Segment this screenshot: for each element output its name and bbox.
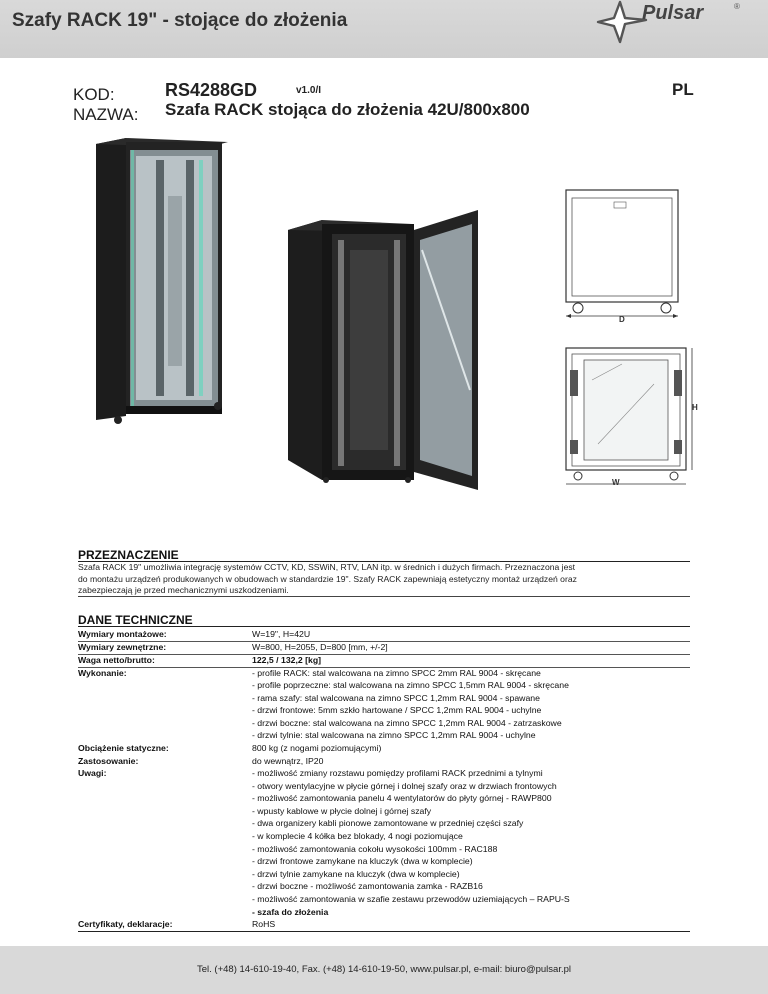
spec-value: - drzwi frontowe zamykane na kluczyk (dwa w komplecie): [252, 856, 473, 867]
spec-label: Wykonanie:: [78, 668, 127, 678]
spec-value: W=800, H=2055, D=800 [mm, +/-2]: [252, 642, 388, 652]
page-title: Szafy RACK 19" - stojące do złożenia: [12, 10, 348, 31]
spec-value: - drzwi boczne: stal walcowana na zimno SPCC 1,2mm RAL 9004 - zatrzaskowe: [252, 717, 562, 728]
spec-row-construction: [78, 667, 690, 742]
spec-value: - drzwi tylnie zamykane na kluczyk (dwa w komplecie): [252, 868, 460, 879]
spec-value: - w komplecie 4 kółka bez blokady, 4 nogi poziomujące: [252, 831, 463, 841]
kod-label: KOD:: [73, 85, 115, 104]
spec-value: - drzwi frontowe: 5mm szkło hartowane / SPCC 1,2mm RAL 9004 - uchylne: [252, 705, 542, 716]
spec-value: - wpusty kablowe w płycie dolnej i górnej szafy: [252, 805, 432, 816]
product-labels: [73, 85, 138, 125]
spec-value: W=19", H=42U: [252, 629, 311, 639]
spec-label: Obciążenie statyczne:: [78, 743, 169, 753]
spec-row-certificates: [78, 918, 690, 931]
page-footer: [0, 946, 768, 994]
spec-value: - możliwość zamontowania cokołu wysokości 100mm - RAC188: [252, 843, 498, 854]
purpose-line: do montażu urządzeń produkowanych w obudowach w standardzie 19". Szafy RACK zapewniają estetyczny montaż urządzeń oraz: [78, 573, 577, 584]
pulsar-logo: [594, 0, 764, 44]
spec-row-notes: [78, 767, 690, 917]
spec-label: Uwagi:: [78, 768, 107, 778]
spec-value: - rama szafy: stal walcowana na zimno SPCC 1,2mm RAL 9004 - spawane: [252, 692, 540, 703]
nazwa-label: NAZWA:: [73, 105, 139, 124]
spec-value: - możliwość zamontowania panelu 4 wentylatorów do płyty górnej - RAWP800: [252, 793, 552, 804]
logo-text: Pulsar: [642, 2, 704, 24]
cabinet-front-drawing: [558, 344, 700, 486]
spec-label: Certyfikaty, deklaracje:: [78, 919, 173, 929]
purpose-bottom-divider: [78, 596, 690, 597]
spec-value: - szafa do złożenia: [252, 906, 329, 917]
cabinet-closed-photo: [78, 136, 238, 428]
spec-label: Zastosowanie:: [78, 756, 139, 766]
spec-value: RoHS: [252, 919, 276, 929]
product-name: Szafa RACK stojąca do złożenia 42U/800x800: [165, 100, 530, 119]
spec-row-external: [78, 641, 690, 654]
spec-value: - drzwi boczne - możliwość zamontowania zamka - RAZB16: [252, 881, 483, 892]
spec-label: Waga netto/brutto:: [78, 655, 155, 665]
spec-value: - drzwi tylnie: stal walcowana na zimno SPCC 1,2mm RAL 9004 - uchylne: [252, 730, 536, 740]
spec-value: - możliwość zmiany rozstawu pomiędzy profilami RACK przednimi a tylnymi: [252, 768, 543, 778]
registered-mark: ®: [734, 2, 740, 11]
spec-value: do wewnątrz, IP20: [252, 756, 324, 766]
spec-value: - otwory wentylacyjne w płycie górnej i dolnej szafy oraz w drzwiach frontowych: [252, 780, 557, 791]
spec-value: - profile RACK: stal walcowana na zimno SPCC 2mm RAL 9004 - skręcane: [252, 668, 541, 678]
tech-title: DANE TECHNICZNE: [78, 613, 193, 627]
page-header: [0, 0, 768, 58]
cabinet-side-drawing: [558, 186, 688, 322]
spec-value: 122,5 / 132,2 [kg]: [252, 655, 322, 665]
width-label: W: [612, 478, 620, 487]
spec-value: - dwa organizery kabli pionowe zamontowane w przedniej części szafy: [252, 818, 524, 829]
spec-value: 800 kg (z nogami poziomującymi): [252, 743, 382, 753]
purpose-title: PRZEZNACZENIE: [78, 548, 179, 562]
product-code: RS4288GD: [165, 80, 258, 100]
language-code: PL: [672, 80, 694, 99]
spec-row-mounting: [78, 628, 690, 641]
height-label: H: [692, 403, 698, 412]
purpose-line: Szafa RACK 19" umożliwia integrację systemów CCTV, KD, SSWiN, RTV, LAN itp. w średnich i dużych firmach. Przeznaczona jest: [78, 562, 576, 572]
product-version: v1.0/I: [296, 85, 322, 96]
spec-label: Wymiary zewnętrzne:: [78, 642, 167, 652]
contact-info: Tel. (+48) 14-610-19-40, Fax. (+48) 14-610-19-50, www.pulsar.pl, e-mail: biuro@pulsar.pl: [197, 964, 571, 975]
tech-divider: [78, 626, 690, 627]
spec-value: - profile poprzeczne: stal walcowana na zimno SPCC 1,5mm RAL 9004 - skręcane: [252, 680, 569, 691]
purpose-description: [78, 562, 690, 597]
spec-row-weight: [78, 654, 690, 667]
depth-label: D: [619, 315, 625, 322]
spec-value: - możliwość zamontowania w szafie zestawu przewodów uziemiających – RAPU-S: [252, 894, 570, 904]
purpose-line: zabezpieczają je przed mechanicznymi uszkodzeniami.: [78, 585, 289, 595]
spec-label: Wymiary montażowe:: [78, 629, 167, 639]
spec-row-load: [78, 742, 690, 755]
cabinet-open-photo: [282, 190, 492, 490]
spec-divider: [78, 931, 690, 932]
